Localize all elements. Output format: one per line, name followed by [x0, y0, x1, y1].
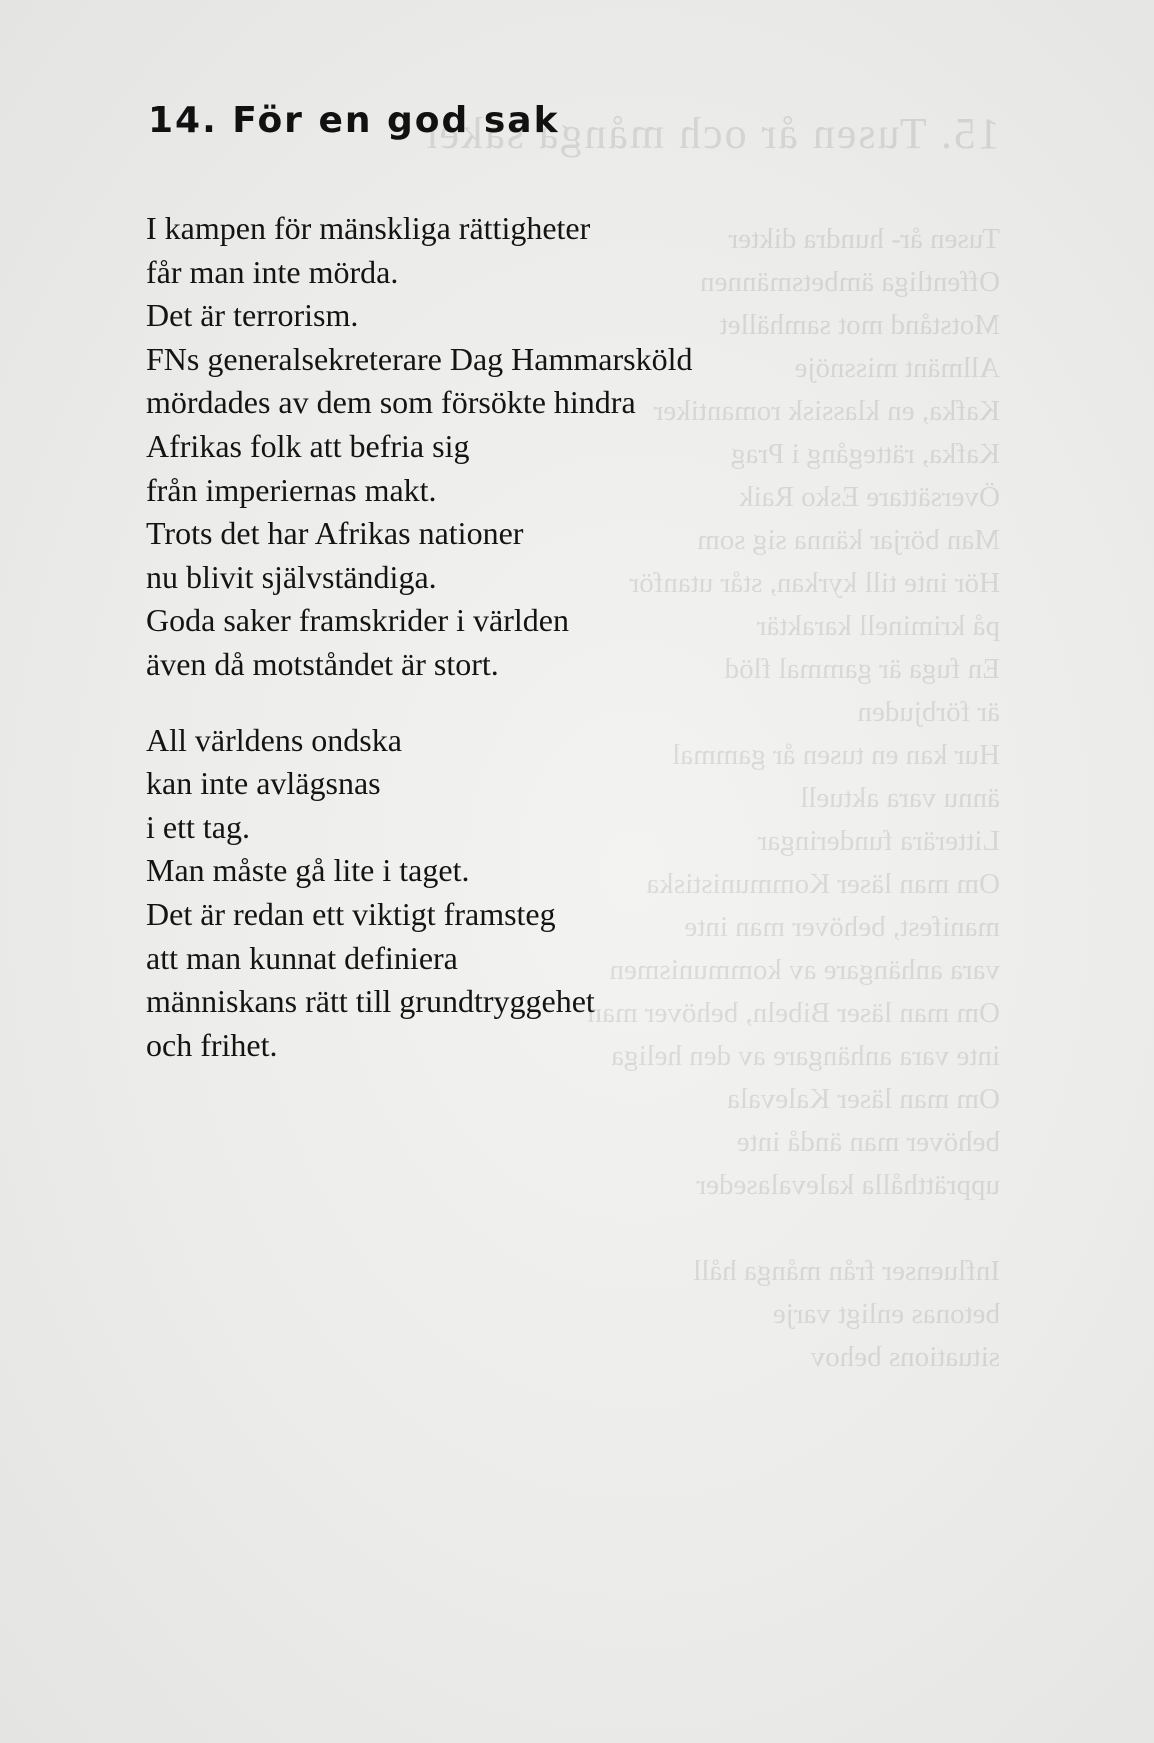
show-through-line: Översättare Esko Raik	[739, 481, 1000, 513]
show-through-line: Motstånd mot samhället	[719, 309, 1000, 341]
show-through-line: Kafka, en klassisk romantiker	[653, 395, 1000, 427]
poem-line: FNs generalsekreterare Dag Hammarsköld	[146, 340, 693, 377]
show-through-line: betonas enligt varje	[772, 1298, 1000, 1330]
show-through-line: Influenser från många håll	[693, 1255, 1000, 1287]
poem-title: 14. För en god sak	[148, 100, 560, 141]
show-through-line: ännu vara aktuell	[800, 782, 1000, 814]
show-through-line	[588, 1207, 1000, 1250]
show-through-line: situations behov	[810, 1341, 1000, 1373]
poem-line: All världens ondska	[146, 721, 402, 758]
poem-line: Det är terrorism.	[146, 297, 359, 334]
poem-line: Afrikas folk att befria sig	[146, 427, 470, 464]
show-through-line: Hör inte till kyrkan, står utanför	[629, 567, 1000, 599]
show-through-line: Allmänt missnöje	[794, 352, 1000, 384]
poem-line: kan inte avlägsnas	[146, 765, 381, 802]
show-through-line: Man börjar känna sig som	[697, 524, 1000, 556]
show-through-line: manifest, behöver man inte	[684, 911, 1000, 943]
stanza-1	[146, 207, 692, 687]
stanza-2	[146, 719, 692, 1068]
poem-line: Det är redan ett viktigt framsteg	[146, 895, 556, 932]
poem-line: människans rätt till grundtryggehet	[146, 983, 595, 1020]
poem-line: I kampen för mänskliga rättigheter	[146, 210, 591, 246]
show-through-line: upprätthålla kalevalaseder	[696, 1169, 1000, 1201]
show-through-line: Hur kan en tusen år gammal	[672, 739, 1000, 771]
poem-line: och frihet.	[146, 1026, 278, 1063]
poem-line: att man kunnat definiera	[146, 939, 458, 976]
poem-line: även då motståndet är stort.	[146, 645, 499, 682]
poem-line: i ett tag.	[146, 808, 250, 845]
show-through-title: 15. Tusen år och många saker	[420, 109, 1000, 158]
show-through-line: Litterära funderingar	[757, 825, 1000, 857]
show-through-line: En fuga är gammal flöd	[724, 653, 1000, 685]
poem-line: från imperiernas makt.	[146, 471, 437, 508]
poem-line: får man inte mörda.	[146, 253, 399, 290]
show-through-line: är förbjuden	[857, 696, 1000, 728]
poem-line: Man måste gå lite i taget.	[146, 852, 470, 889]
show-through-line: på kriminell karaktär	[756, 610, 1000, 642]
show-through-line: Kafka, rättegång i Prag	[731, 438, 1000, 470]
show-through-line: behöver man ändå inte	[736, 1126, 1000, 1158]
show-through-line: Offentliga ämbetsmännen	[700, 266, 1000, 298]
poem-line: nu blivit självständiga.	[146, 558, 437, 595]
poem-line: mördades av dem som försökte hindra	[146, 384, 636, 421]
show-through-line: Om man läser Kalevala	[727, 1083, 1000, 1115]
poem-line: Goda saker framskrider i världen	[146, 602, 569, 639]
show-through-line: Om man läser Kommunistiska	[646, 868, 1000, 900]
poem-line: Trots det har Afrikas nationer	[146, 515, 524, 552]
show-through-line: Tusen år- hundra dikter	[728, 223, 1000, 255]
show-through-line: Om man läser Bibeln, behöver man	[587, 997, 1000, 1029]
show-through-line: vara anhängare av kommunismen	[609, 954, 1000, 986]
poem-body	[146, 207, 692, 1067]
show-through-line: inte vara anhängare av den heliga	[611, 1040, 1000, 1072]
